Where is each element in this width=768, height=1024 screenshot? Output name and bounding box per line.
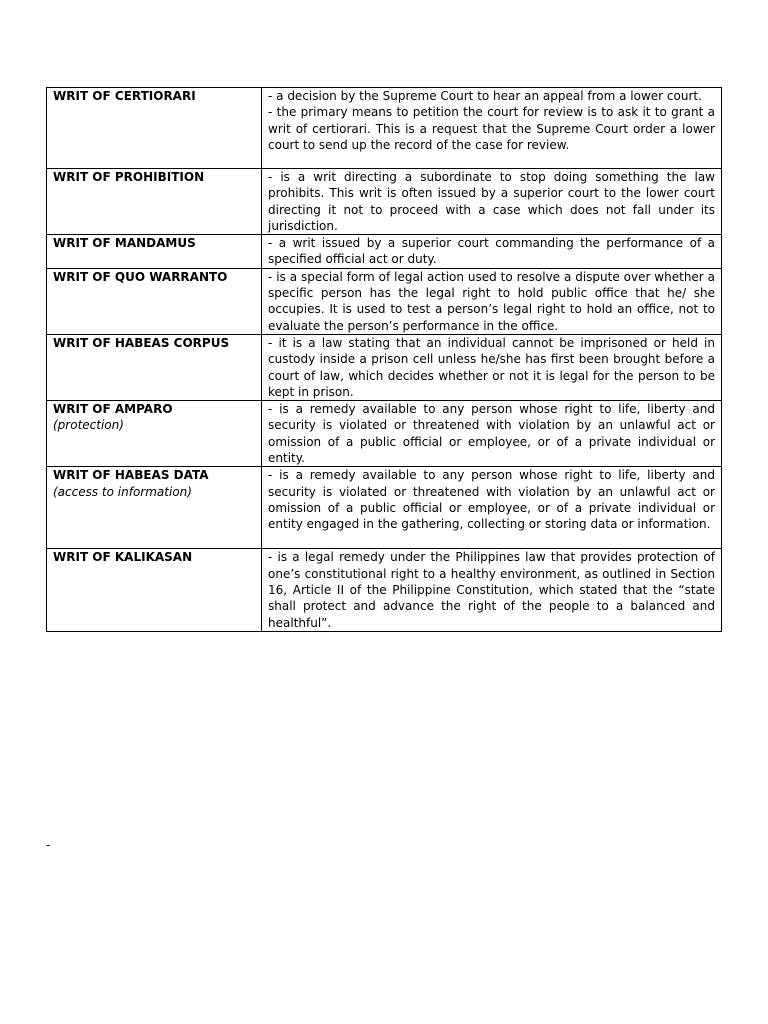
writ-definition: - is a writ directing a subordinate to stop doing something the law prohibits. This writ is often issued by a superior court to the lower court directing it not to proceed with a case which does not fall under its jurisdiction. xyxy=(268,170,715,233)
writs-table xyxy=(46,87,722,632)
table-row xyxy=(47,401,722,467)
table-row xyxy=(47,88,722,169)
term-cell xyxy=(47,549,262,631)
writ-definition: - is a remedy available to any person whose right to life, liberty and security is violated or threatened with violation by an unlawful act or omission of a public official or employee, or of a private individual or entity. xyxy=(268,402,715,466)
definition-cell xyxy=(262,334,722,400)
definition-cell xyxy=(262,169,722,235)
term-cell xyxy=(47,235,262,269)
term-cell xyxy=(47,334,262,400)
term-cell xyxy=(47,88,262,169)
definition-cell xyxy=(262,88,722,169)
table-row xyxy=(47,235,722,269)
writ-term: WRIT OF HABEAS CORPUS xyxy=(53,335,230,350)
writ-definition: - a decision by the Supreme Court to hear an appeal from a lower court. xyxy=(268,89,702,103)
footer-dash: - xyxy=(46,838,51,852)
definition-cell xyxy=(262,549,722,631)
writ-term: WRIT OF HABEAS DATA xyxy=(53,468,209,483)
writ-term: WRIT OF QUO WARRANTO xyxy=(53,269,228,284)
term-cell xyxy=(47,467,262,549)
table-row xyxy=(47,169,722,235)
writ-term: WRIT OF AMPARO xyxy=(53,402,173,417)
definition-cell xyxy=(262,401,722,467)
table-row xyxy=(47,467,722,549)
writ-term: WRIT OF PROHIBITION xyxy=(53,170,205,184)
writ-term: WRIT OF KALIKASAN xyxy=(53,550,193,565)
definition-cell xyxy=(262,467,722,549)
table-row xyxy=(47,268,722,334)
term-cell xyxy=(47,268,262,334)
writ-term: WRIT OF MANDAMUS xyxy=(53,236,196,251)
table-row xyxy=(47,334,722,400)
writ-definition: - is a remedy available to any person whose right to life, liberty and security is violated or threatened with violation by an unlawful act or omission of a public official or employee, or of a private individual or entity engaged in the gathering, collecting or storing data or information. xyxy=(268,468,715,532)
writ-note: (access to information) xyxy=(53,484,192,499)
term-cell xyxy=(47,401,262,467)
writ-definition: - is a special form of legal action used to resolve a dispute over whether a specific person has the legal right to hold public office that he/ she occupies. It is used to test a person’s legal right to hold an office, not to evaluate the person’s performance in the office. xyxy=(268,269,715,333)
table-row xyxy=(47,549,722,631)
definition-cell xyxy=(262,268,722,334)
definition-cell xyxy=(262,235,722,269)
writ-definition: - is a legal remedy under the Philippines law that provides protection of one’s constitutional right to a healthy environment, as outlined in Section 16, Article II of the Philippine Constitution, which stated that the “state shall protect and advance the right of the people to a balanced and healthful”. xyxy=(268,550,715,630)
writ-definition: - a writ issued by a superior court commanding the performance of a specified official act or duty. xyxy=(268,236,715,267)
writ-note: (protection) xyxy=(53,418,124,433)
term-cell xyxy=(47,169,262,235)
writ-definition: - it is a law stating that an individual cannot be imprisoned or held in custody inside a prison cell unless he/she has first been brought before a court of law, which decides whether or not it is legal for the person to be kept in prison. xyxy=(268,335,715,399)
writ-term: WRIT OF CERTIORARI xyxy=(53,89,196,103)
writ-definition: - the primary means to petition the court for review is to ask it to grant a writ of certiorari. This is a request that the Supreme Court order a lower court to send up the record of the case for review. xyxy=(268,105,715,152)
